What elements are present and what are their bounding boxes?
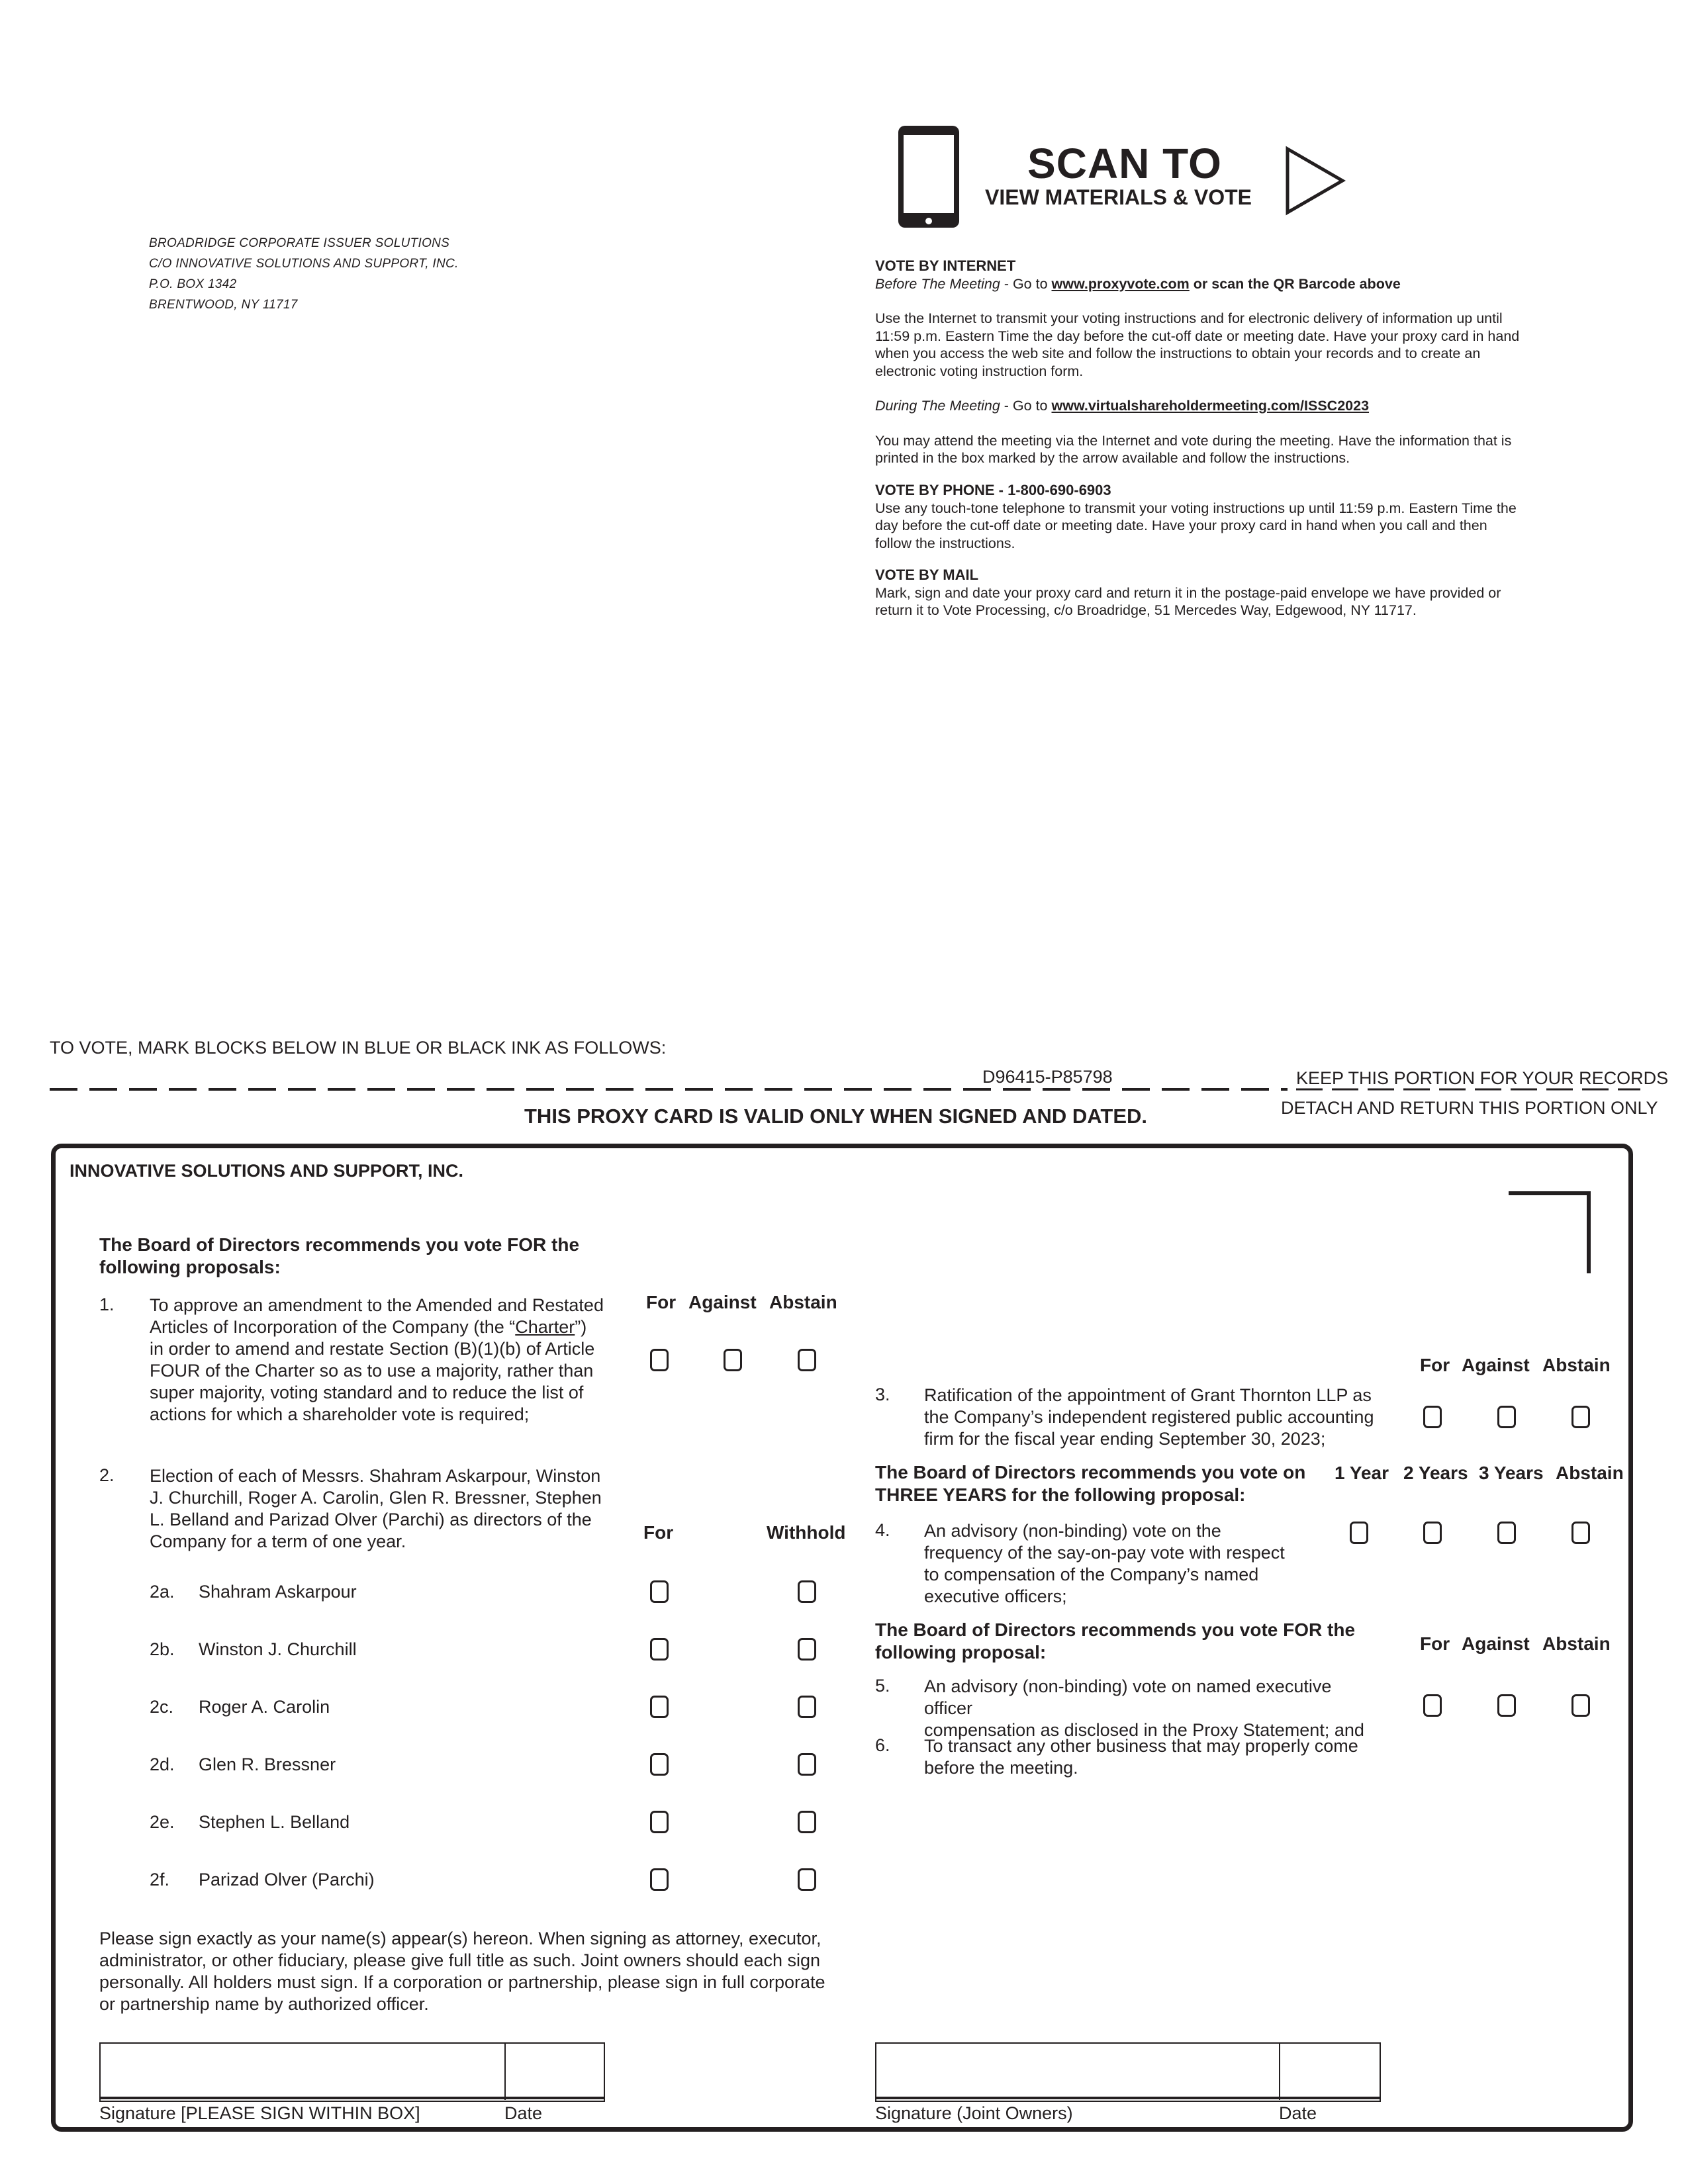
col-withhold: Withhold bbox=[767, 1522, 846, 1543]
proposal-line: the Company’s independent registered public accounting bbox=[924, 1407, 1374, 1427]
col-abstain: Abstain bbox=[1542, 1355, 1611, 1375]
virtual-meeting-link[interactable]: www.virtualshareholdermeeting.com/ISSC2023 bbox=[1051, 398, 1370, 414]
proposal-line: to compensation of the Company’s named bbox=[924, 1565, 1259, 1584]
recommendation-line: following proposals: bbox=[99, 1257, 281, 1277]
proposal-line: before the meeting. bbox=[924, 1758, 1078, 1778]
address-line: BROADRIDGE CORPORATE ISSUER SOLUTIONS bbox=[149, 236, 450, 250]
during-prefix: - Go to bbox=[1000, 398, 1052, 414]
p4-1-year-checkbox[interactable] bbox=[1350, 1522, 1368, 1544]
address-line: BRENTWOOD, NY 11717 bbox=[149, 298, 298, 312]
joint-signature-box[interactable] bbox=[875, 2042, 1381, 2102]
proposal-line: in order to amend and restate Section (B)(1)(b) of Article bbox=[150, 1339, 595, 1359]
col-abstain: Abstain bbox=[1542, 1633, 1611, 1654]
return-address bbox=[149, 233, 459, 315]
signature-underline bbox=[99, 2097, 605, 2099]
detach-portion-label: DETACH AND RETURN THIS PORTION ONLY bbox=[1281, 1098, 1658, 1118]
recommendation-proposal-4 bbox=[875, 1461, 1305, 1506]
proposal-line: firm for the fiscal year ending September 30, 2023; bbox=[924, 1429, 1326, 1449]
signature-date-divider bbox=[504, 2043, 506, 2100]
p1-abstain-checkbox[interactable] bbox=[798, 1349, 816, 1371]
sign-note-line: personally. All holders must sign. If a corporation or partnership, please sign in full corporate bbox=[99, 1972, 825, 1992]
nominee-2e-for-checkbox[interactable] bbox=[650, 1811, 669, 1833]
nominee-number: 2b. bbox=[150, 1639, 175, 1659]
joint-signature-date-divider bbox=[1279, 2043, 1280, 2100]
proposal-line: L. Belland and Parizad Olver (Parchi) as directors of the bbox=[150, 1510, 592, 1529]
proposal-line: To transact any other business that may properly come bbox=[924, 1736, 1358, 1756]
company-name: INNOVATIVE SOLUTIONS AND SUPPORT, INC. bbox=[70, 1161, 464, 1181]
col-for: For bbox=[646, 1292, 677, 1312]
p4-2-years-checkbox[interactable] bbox=[1423, 1522, 1442, 1544]
proposal-4-number: 4. bbox=[875, 1520, 890, 1540]
scan-title: SCAN TO bbox=[1027, 140, 1222, 187]
col-abstain: Abstain bbox=[769, 1292, 837, 1312]
proposal-1-text bbox=[150, 1295, 606, 1426]
keep-portion-label: KEEP THIS PORTION FOR YOUR RECORDS bbox=[1296, 1068, 1669, 1088]
proposal-5-number: 5. bbox=[875, 1676, 890, 1696]
nominee-name: Shahram Askarpour bbox=[199, 1582, 357, 1602]
proposal-line: super majority, voting standard and to reduce the list of bbox=[150, 1383, 584, 1402]
signature-label: Signature [PLEASE SIGN WITHIN BOX] bbox=[99, 2103, 420, 2123]
proposal-4-text bbox=[924, 1520, 1311, 1608]
proposal-line: compensation as disclosed in the Proxy Statement; and bbox=[924, 1720, 1364, 1740]
proposal-3-number: 3. bbox=[875, 1385, 890, 1404]
proposal-line: executive officers; bbox=[924, 1586, 1067, 1606]
col-for: For bbox=[643, 1522, 674, 1543]
proposal-line: An advisory (non-binding) vote on named executive officer bbox=[924, 1676, 1332, 1718]
phone-text: Use any touch-tone telephone to transmit your voting instructions up until 11:59 p.m. Eastern Time the day before the cut-off date or meeting date. Have your proxy card in hand when you call and then follow the instructions. bbox=[875, 500, 1517, 551]
proposal-3-text bbox=[924, 1385, 1381, 1450]
nominee-2c-withhold-checkbox[interactable] bbox=[798, 1696, 816, 1718]
proposal-line: To approve an amendment to the Amended and Restated bbox=[150, 1295, 604, 1315]
nominee-number: 2f. bbox=[150, 1870, 170, 1889]
col-1-year: 1 Year bbox=[1335, 1463, 1389, 1483]
p1-against-checkbox[interactable] bbox=[724, 1349, 742, 1371]
proposal-6-text bbox=[924, 1735, 1381, 1779]
p4-abstain-checkbox[interactable] bbox=[1571, 1522, 1590, 1544]
nominee-2a-withhold-checkbox[interactable] bbox=[798, 1580, 816, 1603]
proposal-6-number: 6. bbox=[875, 1735, 890, 1755]
proposal-2-text bbox=[150, 1465, 606, 1553]
charter-term: Charter bbox=[515, 1317, 575, 1337]
before-meeting-line bbox=[875, 275, 1523, 293]
nominee-2a-for-checkbox[interactable] bbox=[650, 1580, 669, 1603]
mail-text: Mark, sign and date your proxy card and return it in the postage-paid envelope we have provided or return it to Vote Processing, c/o Broadridge, 51 Mercedes Way, Edgewood, NY 11717. bbox=[875, 584, 1501, 618]
proposal-line-part: ”) bbox=[575, 1317, 587, 1337]
col-2-years: 2 Years bbox=[1403, 1463, 1468, 1483]
signature-box[interactable] bbox=[99, 2042, 605, 2102]
scan-subtitle: VIEW MATERIALS & VOTE bbox=[985, 185, 1252, 209]
corner-mark bbox=[1507, 1191, 1591, 1275]
recommendation-proposal-5 bbox=[875, 1619, 1355, 1664]
col-against: Against bbox=[688, 1292, 757, 1312]
nominee-2e-withhold-checkbox[interactable] bbox=[798, 1811, 816, 1833]
recommendation-line: The Board of Directors recommends you vote on bbox=[875, 1462, 1306, 1482]
phone-heading: VOTE BY PHONE - 1-800-690-6903 bbox=[875, 482, 1111, 498]
ink-instruction: TO VOTE, MARK BLOCKS BELOW IN BLUE OR BLACK INK AS FOLLOWS: bbox=[50, 1038, 667, 1058]
sign-note-line: or partnership name by authorized officer. bbox=[99, 1994, 429, 2014]
col-for: For bbox=[1420, 1355, 1450, 1375]
col-against: Against bbox=[1462, 1633, 1530, 1654]
before-meeting-text: Use the Internet to transmit your voting instructions and for electronic delivery of information up until 11:59 p.m. Eastern Time the day before the cut-off date or meeting date. Have your proxy card in hand when you access the web site and follow the instructions to obtain your records and to create an electronic voting instruction form. bbox=[875, 310, 1520, 379]
detach-line bbox=[50, 1087, 1288, 1091]
p5-abstain-checkbox[interactable] bbox=[1571, 1694, 1590, 1717]
proposal-line: actions for which a shareholder vote is required; bbox=[150, 1404, 530, 1424]
p3-against-checkbox[interactable] bbox=[1497, 1406, 1516, 1428]
address-line: P.O. BOX 1342 bbox=[149, 277, 237, 291]
sign-note-line: administrator, or other fiduciary, please give full title as such. Joint owners should each sign bbox=[99, 1950, 821, 1970]
p3-for-checkbox[interactable] bbox=[1423, 1406, 1442, 1428]
mail-heading: VOTE BY MAIL bbox=[875, 567, 979, 583]
proxyvote-link[interactable]: www.proxyvote.com bbox=[1051, 275, 1190, 292]
proposal-line: Ratification of the appointment of Grant Thornton LLP as bbox=[924, 1385, 1372, 1405]
joint-date-label: Date bbox=[1279, 2103, 1317, 2123]
joint-signature-underline bbox=[875, 2097, 1381, 2099]
nominee-name: Glen R. Bressner bbox=[199, 1754, 336, 1774]
vote-by-phone bbox=[875, 482, 1523, 552]
before-suffix: or scan the QR Barcode above bbox=[1189, 275, 1401, 292]
p5-against-checkbox[interactable] bbox=[1497, 1694, 1516, 1717]
nominee-number: 2a. bbox=[150, 1582, 175, 1602]
proposal-line bbox=[150, 1316, 606, 1338]
p4-3-years-checkbox[interactable] bbox=[1497, 1522, 1516, 1544]
nominee-name: Roger A. Carolin bbox=[199, 1697, 330, 1717]
p5-for-checkbox[interactable] bbox=[1423, 1694, 1442, 1717]
sign-note-line: Please sign exactly as your name(s) appear(s) hereon. When signing as attorney, executor, bbox=[99, 1929, 821, 1948]
nominee-2f-for-checkbox[interactable] bbox=[650, 1868, 669, 1891]
proposal-1-number: 1. bbox=[99, 1295, 115, 1314]
nominee-2b-withhold-checkbox[interactable] bbox=[798, 1638, 816, 1661]
proposal-line: FOUR of the Charter so as to use a majority, rather than bbox=[150, 1361, 594, 1381]
nominee-2d-for-checkbox[interactable] bbox=[650, 1753, 669, 1776]
proposal-line: An advisory (non-binding) vote on the bbox=[924, 1521, 1221, 1541]
vote-by-internet bbox=[875, 257, 1523, 467]
p3-abstain-checkbox[interactable] bbox=[1571, 1406, 1590, 1428]
proposal-line-part: Articles of Incorporation of the Company (the “ bbox=[150, 1317, 516, 1337]
col-abstain: Abstain bbox=[1556, 1463, 1624, 1483]
during-meeting-text: You may attend the meeting via the Internet and vote during the meeting. Have the information that is printed in the box marked by the arrow available and follow the instructions. bbox=[875, 432, 1512, 466]
proposal-5-text bbox=[924, 1676, 1381, 1741]
detach-line-right bbox=[1296, 1087, 1640, 1091]
recommendation-left bbox=[99, 1234, 579, 1279]
valid-notice: THIS PROXY CARD IS VALID ONLY WHEN SIGNED AND DATED. bbox=[524, 1105, 1148, 1128]
col-against: Against bbox=[1462, 1355, 1530, 1375]
proposal-line: Election of each of Messrs. Shahram Askarpour, Winston bbox=[150, 1466, 601, 1486]
col-for: For bbox=[1420, 1633, 1450, 1654]
proposal-line: J. Churchill, Roger A. Carolin, Glen R. Bressner, Stephen bbox=[150, 1488, 602, 1508]
col-3-years: 3 Years bbox=[1479, 1463, 1544, 1483]
nominee-2d-withhold-checkbox[interactable] bbox=[798, 1753, 816, 1776]
recommendation-line: The Board of Directors recommends you vote FOR the bbox=[99, 1234, 580, 1255]
vote-by-mail bbox=[875, 567, 1523, 619]
proposal-line: frequency of the say-on-pay vote with respect bbox=[924, 1543, 1285, 1563]
nominee-number: 2e. bbox=[150, 1812, 175, 1832]
nominee-2f-withhold-checkbox[interactable] bbox=[798, 1868, 816, 1891]
recommendation-line: THREE YEARS for the following proposal: bbox=[875, 1484, 1246, 1505]
date-label: Date bbox=[504, 2103, 543, 2123]
play-arrow-icon bbox=[1284, 146, 1346, 216]
address-line: C/O INNOVATIVE SOLUTIONS AND SUPPORT, INC. bbox=[149, 257, 459, 271]
proposal-line: Company for a term of one year. bbox=[150, 1531, 406, 1551]
nominee-name: Stephen L. Belland bbox=[199, 1812, 350, 1832]
smartphone-icon bbox=[897, 124, 961, 229]
nominee-name: Winston J. Churchill bbox=[199, 1639, 357, 1659]
p1-for-checkbox[interactable] bbox=[650, 1349, 669, 1371]
internet-heading: VOTE BY INTERNET bbox=[875, 257, 1016, 274]
nominee-2b-for-checkbox[interactable] bbox=[650, 1638, 669, 1661]
sign-instructions bbox=[99, 1928, 854, 2015]
before-label: Before The Meeting bbox=[875, 275, 1000, 292]
nominee-name: Parizad Olver (Parchi) bbox=[199, 1870, 375, 1889]
during-label: During The Meeting bbox=[875, 398, 1000, 414]
before-prefix: - Go to bbox=[1000, 275, 1052, 292]
joint-signature-label: Signature (Joint Owners) bbox=[875, 2103, 1073, 2123]
nominee-number: 2d. bbox=[150, 1754, 175, 1774]
nominee-number: 2c. bbox=[150, 1697, 174, 1717]
recommendation-line: The Board of Directors recommends you vote FOR the bbox=[875, 1619, 1356, 1640]
recommendation-line: following proposal: bbox=[875, 1642, 1047, 1662]
during-meeting-line bbox=[875, 397, 1523, 415]
control-code: D96415-P85798 bbox=[982, 1067, 1113, 1087]
nominee-2c-for-checkbox[interactable] bbox=[650, 1696, 669, 1718]
proposal-2-number: 2. bbox=[99, 1465, 115, 1485]
